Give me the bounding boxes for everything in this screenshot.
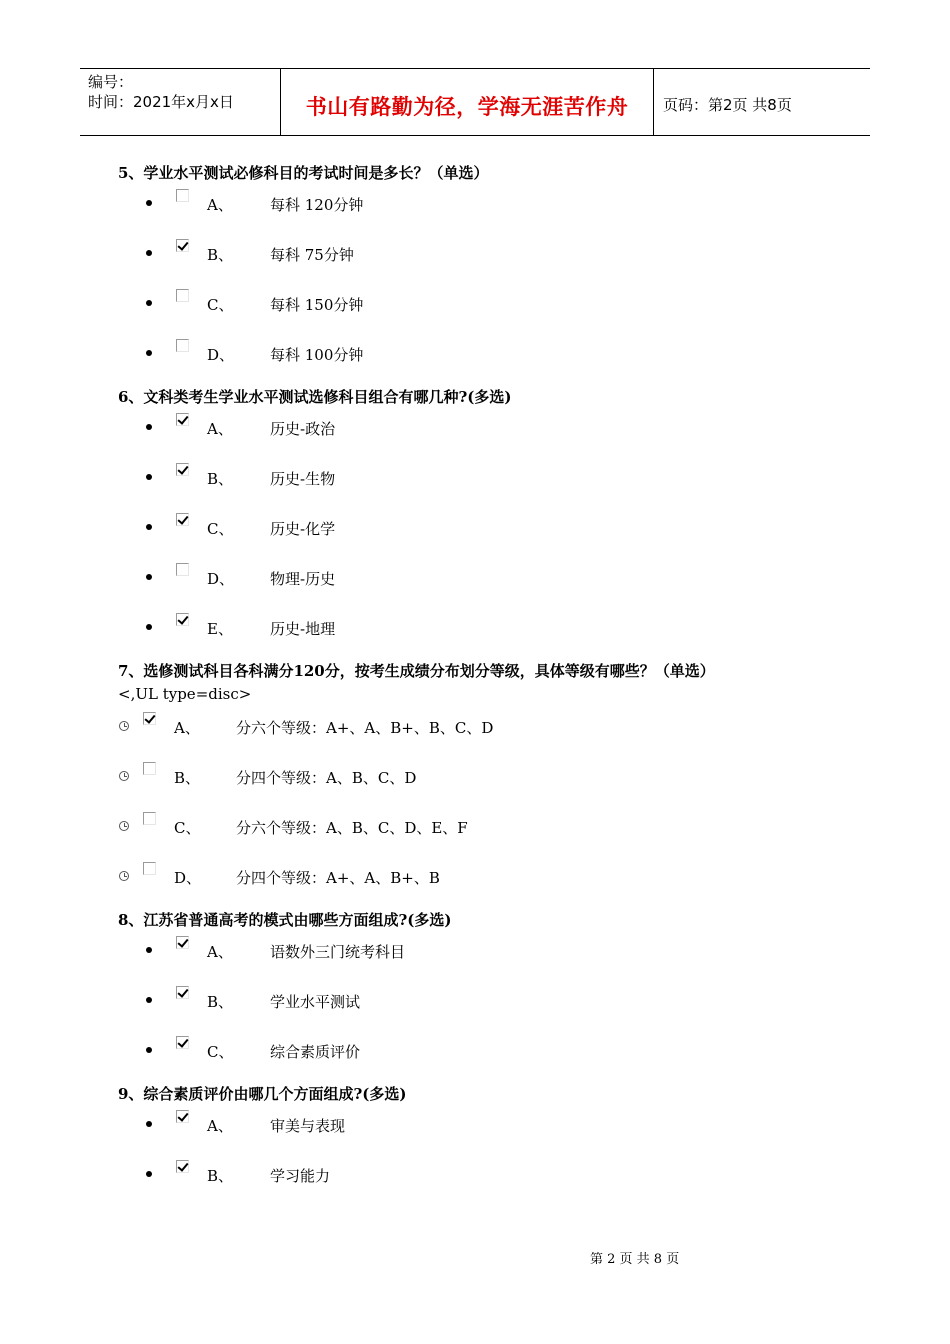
option-letter: A、 [207, 420, 233, 438]
question-title: 7、选修测试科目各科满分120分，按考生成绩分布划分等级，具体等级有哪些？（单选） [118, 662, 715, 680]
footer-page-number: 第 2 页 共 8 页 [590, 1252, 680, 1267]
clock-icon [119, 821, 129, 831]
option-letter: A、 [174, 719, 200, 737]
option-text: 每科 120分钟 [270, 196, 364, 214]
bullet-icon [146, 947, 152, 953]
option-checkbox[interactable] [176, 1110, 189, 1123]
header-meta-cell [80, 69, 281, 135]
option-letter: C、 [174, 819, 201, 837]
question-title: 6、文科类考生学业水平测试选修科目组合有哪几种?(多选) [118, 388, 512, 406]
bullet-icon [146, 250, 152, 256]
option-checkbox[interactable] [176, 1036, 189, 1049]
option-letter: B、 [207, 1167, 234, 1185]
clock-icon [119, 871, 129, 881]
option-checkbox[interactable] [176, 289, 189, 302]
option-text: 语数外三门统考科目 [270, 943, 406, 961]
option-text: 历史-地理 [270, 620, 336, 638]
bullet-icon [146, 1121, 152, 1127]
option-text: 分六个等级：A+、A、B+、B、C、D [236, 719, 494, 737]
option-letter: A、 [207, 196, 233, 214]
bullet-icon [146, 300, 152, 306]
document-date-label: 时间：2021年x月x日 [88, 93, 234, 111]
clock-icon [119, 721, 129, 731]
document-number-label: 编号： [88, 73, 134, 91]
header-motto: 书山有路勤为径，学海无涯苦作舟 [305, 95, 629, 119]
question-title: 9、综合素质评价由哪几个方面组成?(多选) [118, 1085, 407, 1103]
option-letter: E、 [207, 620, 233, 638]
option-letter: D、 [207, 346, 235, 364]
option-text: 历史-化学 [270, 520, 336, 538]
bullet-icon [146, 997, 152, 1003]
option-checkbox[interactable] [143, 862, 156, 875]
option-checkbox[interactable] [143, 762, 156, 775]
option-text: 分四个等级：A+、A、B+、B [236, 869, 440, 887]
option-checkbox[interactable] [176, 1160, 189, 1173]
option-checkbox[interactable] [176, 189, 189, 202]
option-checkbox[interactable] [176, 413, 189, 426]
option-checkbox[interactable] [143, 712, 156, 725]
page-header [80, 68, 870, 136]
bullet-icon [146, 624, 152, 630]
option-text: 历史-生物 [270, 470, 336, 488]
option-letter: A、 [207, 1117, 233, 1135]
question-note: <,UL type=disc> [118, 685, 252, 703]
option-text: 分四个等级：A、B、C、D [236, 769, 417, 787]
option-text: 综合素质评价 [270, 1043, 361, 1061]
option-checkbox[interactable] [176, 239, 189, 252]
header-motto-cell [281, 69, 654, 135]
option-checkbox[interactable] [143, 812, 156, 825]
option-text: 历史-政治 [270, 420, 336, 438]
clock-icon [119, 771, 129, 781]
option-text: 每科 100分钟 [270, 346, 364, 364]
bullet-icon [146, 1171, 152, 1177]
question-title: 5、学业水平测试必修科目的考试时间是多长？（单选） [118, 164, 489, 182]
option-text: 每科 75分钟 [270, 246, 354, 264]
option-letter: D、 [207, 570, 235, 588]
option-letter: B、 [207, 993, 234, 1011]
option-letter: C、 [207, 1043, 234, 1061]
bullet-icon [146, 1047, 152, 1053]
header-page-cell [654, 69, 870, 135]
option-text: 学业水平测试 [270, 993, 361, 1011]
option-checkbox[interactable] [176, 986, 189, 999]
bullet-icon [146, 424, 152, 430]
bullet-icon [146, 350, 152, 356]
option-checkbox[interactable] [176, 513, 189, 526]
option-letter: B、 [207, 470, 234, 488]
bullet-icon [146, 524, 152, 530]
option-checkbox[interactable] [176, 339, 189, 352]
header-page-number: 页码：第2页 共8页 [663, 96, 792, 114]
option-text: 每科 150分钟 [270, 296, 364, 314]
option-checkbox[interactable] [176, 463, 189, 476]
option-checkbox[interactable] [176, 613, 189, 626]
option-letter: A、 [207, 943, 233, 961]
option-text: 学习能力 [270, 1167, 331, 1185]
option-checkbox[interactable] [176, 936, 189, 949]
bullet-icon [146, 574, 152, 580]
option-letter: B、 [174, 769, 201, 787]
option-letter: C、 [207, 520, 234, 538]
question-title: 8、江苏省普通高考的模式由哪些方面组成?(多选) [118, 911, 452, 929]
bullet-icon [146, 200, 152, 206]
option-letter: B、 [207, 246, 234, 264]
option-letter: C、 [207, 296, 234, 314]
bullet-icon [146, 474, 152, 480]
option-text: 物理-历史 [270, 570, 336, 588]
option-text: 分六个等级：A、B、C、D、E、F [236, 819, 468, 837]
option-text: 审美与表现 [270, 1117, 346, 1135]
option-letter: D、 [174, 869, 202, 887]
option-checkbox[interactable] [176, 563, 189, 576]
